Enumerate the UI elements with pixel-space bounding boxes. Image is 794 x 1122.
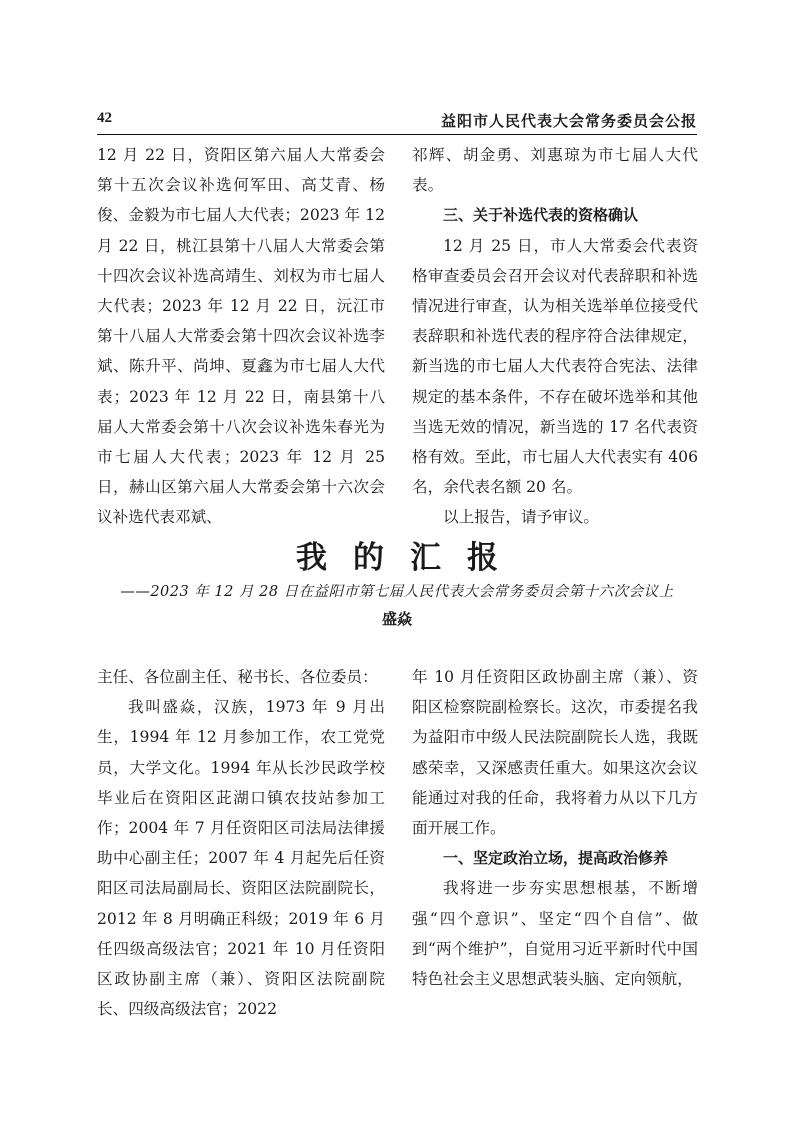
biography-continuation: 年 10 月任资阳区政协副主席（兼）、资阳区检察院副检察长。这次，市委提名我为益阳市中级人民法院副院长人选，我既感荣幸，又深感责任重大。如果这次会议能通过对我的任命，我将着力从以下几方面开展工作。 xyxy=(412,668,698,838)
candidate-list-paragraph: 12 月 22 日，资阳区第六届人大常委会第十五次会议补选何军田、高艾青、杨俊、金毅为市七届人大代表；2023 年 12 月 22 日，桃江县第十八届人大常委会第十四次会议补选高靖生、刘权为市七届人大代表；2023 年 12 月 22 日，沅江市第十八届人大常委会第十四次会议补选李斌、陈升平、尚坤、夏鑫为市七届人大代表；2023 年 12 月 22 日，南县第十八届人大常委会第十八次会议补选朱春光为市七届人大代表；2023 年 12 月 25 日，赫山区第六届人大常委会第十六次会议补选代表邓斌、 xyxy=(97,146,385,527)
header-rule xyxy=(97,134,697,135)
top-left-column xyxy=(97,140,385,533)
top-right-column xyxy=(412,140,698,533)
article-subtitle: ——2023 年 12 月 28 日在益阳市第七届人民代表大会常务委员会第十六次会议上 xyxy=(120,584,674,600)
candidate-list-continuation: 祁辉、胡金勇、刘惠琼为市七届人大代表。 xyxy=(412,146,698,195)
qualification-paragraph: 12 月 25 日，市人大常委会代表资格审查委员会召开会议对代表辞职和补选情况进行审查，认为相关选举单位接受代表辞职和补选代表的程序符合法律规定，新当选的市七届人大代表符合宪法、法律规定的基本条件，不存在破坏选举和其他当选无效的情况，新当选的 17 名代表资格有效。至此，市七届人大代表实有 406 名，余代表名额 20 名。 xyxy=(412,236,698,497)
article-title: 我的汇报 xyxy=(296,540,524,576)
article-author: 盛焱 xyxy=(381,610,412,628)
bottom-left-column xyxy=(97,662,385,1024)
section-heading-political-stance: 一、坚定政治立场，提高政治修养 xyxy=(443,849,669,868)
bottom-right-column xyxy=(412,662,698,994)
biography-paragraph: 我叫盛焱，汉族，1973 年 9 月出生，1994 年 12 月参加工作，农工党党员，大学文化。1994 年从长沙民政学校毕业后在资阳区茈湖口镇农技站参加工作；2004 年 7 月任资阳区司法局法律援助中心副主任；2007 年 4 月起先后任资阳区司法局副局长、资阳区法院副院长，2012 年 8 月明确正科级；2019 年 6 月任四级高级法官；2021 年 10 月任资阳区政协副主席（兼）、资阳区法院副院长、四级高级法官；2022 xyxy=(97,698,385,1019)
salutation: 主任、各位副主任、秘书长、各位委员： xyxy=(97,668,378,686)
page-number: 42 xyxy=(97,110,112,126)
closing-paragraph: 以上报告，请予审议。 xyxy=(443,508,599,527)
section-heading-qualification: 三、关于补选代表的资格确认 xyxy=(443,206,639,225)
journal-title: 益阳市人民代表大会常务委员会公报 xyxy=(440,112,697,130)
political-stance-paragraph: 我将进一步夯实思想根基，不断增强“四个意识”、坚定“四个自信”、做到“两个维护”，自觉用习近平新时代中国特色社会主义思想武装头脑、定向领航， xyxy=(412,879,698,989)
page-header xyxy=(97,110,697,132)
